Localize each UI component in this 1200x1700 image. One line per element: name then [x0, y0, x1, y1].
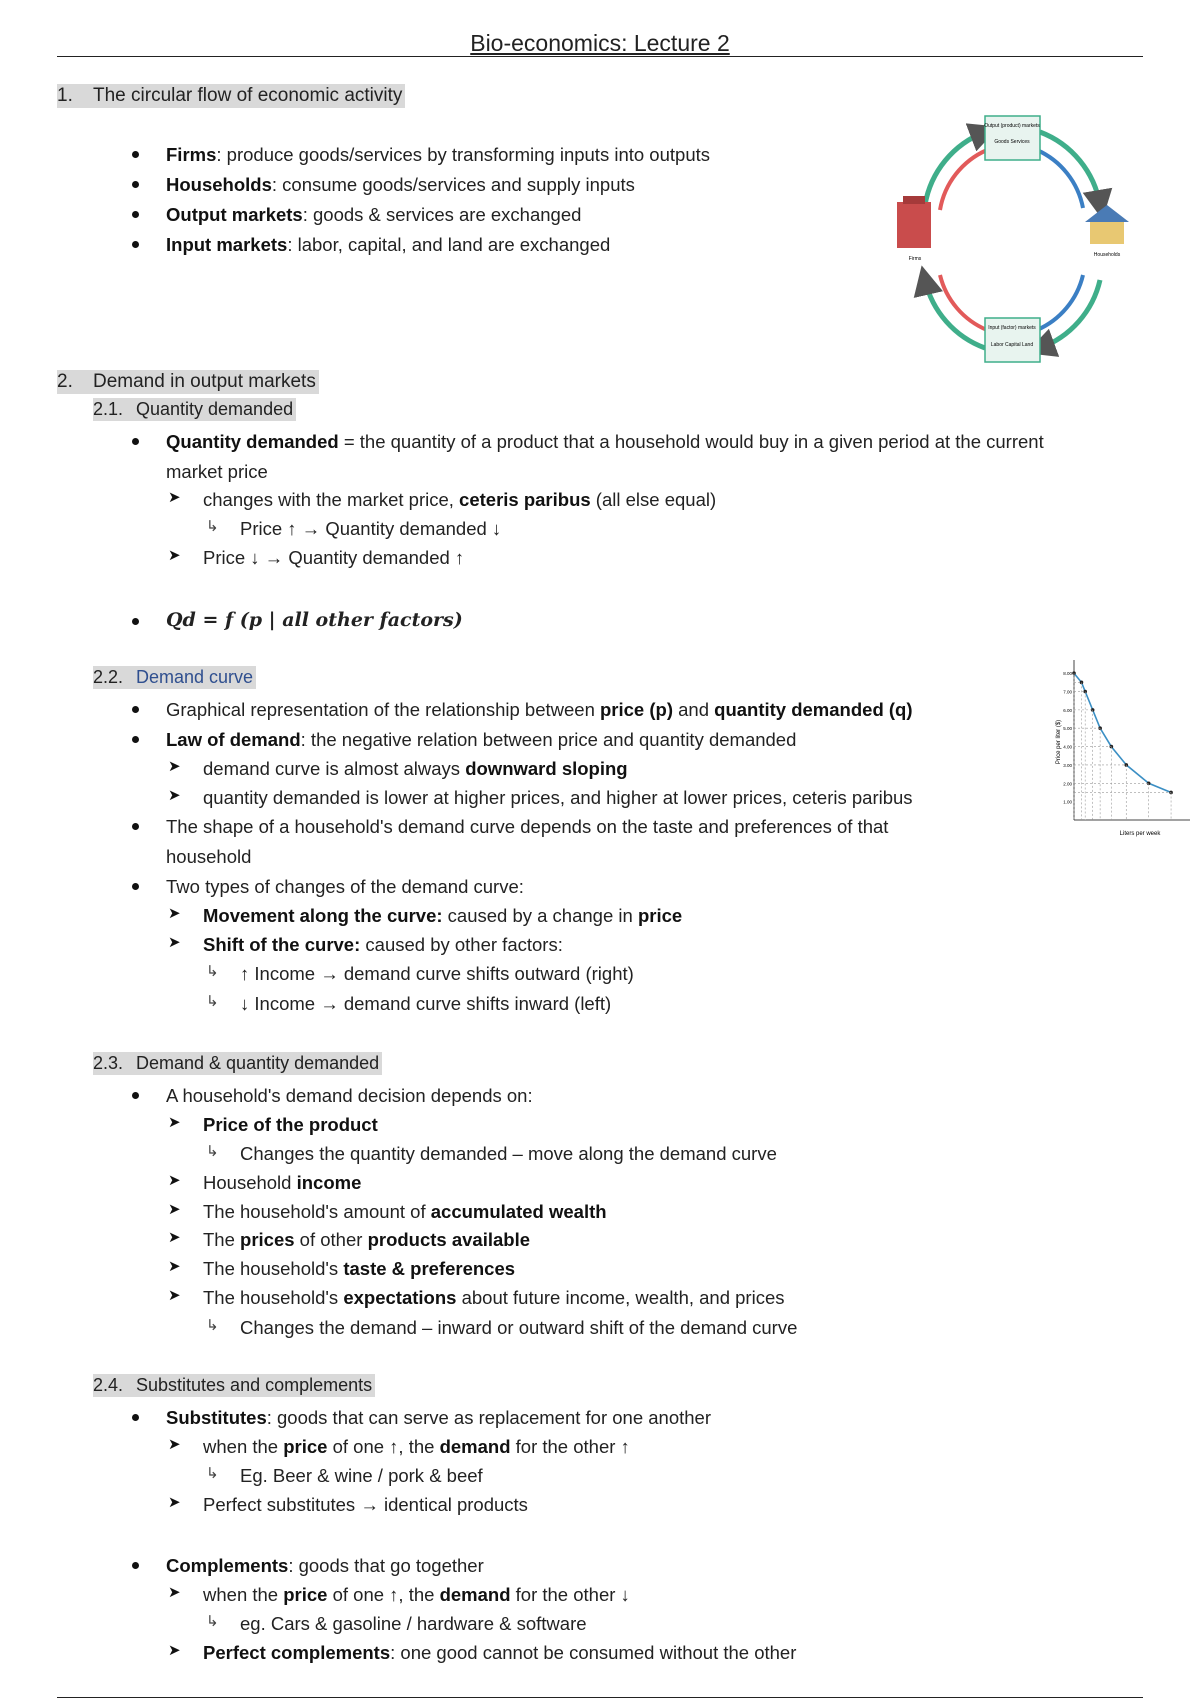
section-2-heading: 2. Demand in output markets [57, 370, 319, 394]
bullet [132, 618, 139, 625]
list-item: Law of demand: the negative relation between price and quantity demanded [166, 729, 797, 750]
arrow-bullet-icon: ➤ [168, 1258, 181, 1275]
sub-item: The household's expectations about future income, wealth, and prices [203, 1287, 785, 1308]
arrow-bullet-icon: ➤ [168, 547, 181, 564]
section-1-heading: 1. The circular flow of economic activity [57, 84, 405, 108]
definition-continuation: market price [166, 461, 268, 482]
sub-item: Perfect substitutes → identical products [203, 1494, 528, 1515]
households-label: Households [1093, 252, 1121, 258]
definition-quantity-demanded: Quantity demanded = the quantity of a product that a household would buy in a given period at the current [166, 431, 1044, 452]
footer-rule [57, 1697, 1143, 1698]
list-item-complements: Complements: goods that go together [166, 1555, 484, 1576]
hook-arrow-icon: ↳ [206, 993, 219, 1010]
sub-sub-item: ↓ Income → demand curve shifts inward (left) [240, 993, 612, 1014]
bullet [132, 438, 139, 445]
household-house-icon [1090, 222, 1124, 244]
y-tick-label: 1.00 [1063, 799, 1072, 805]
sub-item: when the price of one ↑, the demand for the other ↓ [203, 1584, 630, 1605]
section-2-3-heading: 2.3. Demand & quantity demanded [93, 1052, 382, 1075]
sub-sub-item: ↑ Income → demand curve shifts outward (right) [240, 963, 634, 984]
bullet [132, 706, 139, 713]
y-axis-label: Price per liter ($) [1056, 719, 1062, 765]
sub-item: Household income [203, 1172, 362, 1193]
list-item-continuation: household [166, 846, 252, 867]
hook-arrow-icon: ↳ [206, 1465, 219, 1482]
y-tick-label: 2.00 [1063, 781, 1072, 787]
bullet [132, 181, 139, 188]
section-2-4-heading: 2.4. Substitutes and complements [93, 1374, 375, 1397]
input-items-label: Labor Capital Land [990, 342, 1034, 348]
sub-sub-item: Eg. Beer & wine / pork & beef [240, 1465, 483, 1486]
sub-item: changes with the market price, ceteris paribus (all else equal) [203, 489, 717, 510]
flow-arrow [1040, 132, 1100, 205]
input-markets-label: Input (factor) markets [988, 325, 1036, 331]
hook-arrow-icon: ↳ [206, 1613, 219, 1630]
y-tick-label: 6.00 [1063, 707, 1072, 713]
y-tick-label: 5.00 [1063, 726, 1072, 732]
demand-curve-line [1074, 673, 1171, 792]
bullet [132, 151, 139, 158]
arrow-bullet-icon: ➤ [168, 787, 181, 804]
firms-building-icon [903, 196, 925, 204]
circular-flow-diagram [885, 110, 1135, 365]
arrow-bullet-icon: ➤ [168, 1494, 181, 1511]
flow-arrow [925, 280, 985, 348]
list-item-output-markets: Output markets: goods & services are exchanged [166, 204, 582, 225]
list-item-households: Households: consume goods/services and supply inputs [166, 174, 635, 195]
firms-building-icon [897, 202, 931, 248]
output-items-label: Goods Services [994, 139, 1030, 145]
sub-sub-item: Changes the demand – inward or outward shift of the demand curve [240, 1317, 798, 1338]
sub-item: quantity demanded is lower at higher prices, and higher at lower prices, ceteris paribus [203, 787, 913, 808]
arrow-bullet-icon: ➤ [168, 1114, 181, 1131]
sub-item: The household's taste & preferences [203, 1258, 516, 1279]
arrow-bullet-icon: ➤ [168, 1172, 181, 1189]
sub-item: Shift of the curve: caused by other factors: [203, 934, 563, 955]
bullet [132, 1414, 139, 1421]
demand-curve-chart [1050, 652, 1195, 844]
y-tick-label: 7.00 [1063, 689, 1072, 695]
list-item-substitutes: Substitutes: goods that can serve as replacement for one another [166, 1407, 712, 1428]
sub-item: demand curve is almost always downward sloping [203, 758, 628, 779]
bullet [132, 241, 139, 248]
bullet [132, 823, 139, 830]
hook-arrow-icon: ↳ [206, 1317, 219, 1334]
list-item: Two types of changes of the demand curve: [166, 876, 524, 897]
arrow-bullet-icon: ➤ [168, 1201, 181, 1218]
sub-item: The prices of other products available [203, 1229, 531, 1250]
sub-sub-item: Price ↑ → Quantity demanded ↓ [240, 518, 502, 539]
list-item: The shape of a household's demand curve depends on the taste and preferences of that [166, 816, 889, 837]
arrow-bullet-icon: ➤ [168, 1287, 181, 1304]
sub-sub-item: Changes the quantity demanded – move along the demand curve [240, 1143, 777, 1164]
sub-item: Price of the product [203, 1114, 378, 1135]
bullet [132, 1562, 139, 1569]
output-markets-label: Output (product) markets [984, 123, 1040, 129]
sub-sub-item: eg. Cars & gasoline / hardware & software [240, 1613, 587, 1634]
sub-item: Perfect complements: one good cannot be consumed without the other [203, 1642, 797, 1663]
list-item-firms: Firms: produce goods/services by transforming inputs into outputs [166, 144, 710, 165]
firms-label: Firms [908, 256, 922, 262]
list-item: A household's demand decision depends on: [166, 1085, 533, 1106]
title-rule [57, 56, 1143, 57]
section-2-1-heading: 2.1. Quantity demanded [93, 398, 296, 421]
hook-arrow-icon: ↳ [206, 1143, 219, 1160]
x-axis-label: Liters per week [1119, 831, 1161, 837]
arrow-bullet-icon: ➤ [168, 905, 181, 922]
sub-item: Movement along the curve: caused by a change in price [203, 905, 683, 926]
sub-item: The household's amount of accumulated wealth [203, 1201, 607, 1222]
arrow-bullet-icon: ➤ [168, 758, 181, 775]
demand-formula: Qd = f (p | all other factors) [166, 609, 463, 631]
arrow-bullet-icon: ➤ [168, 489, 181, 506]
bullet [132, 736, 139, 743]
arrow-bullet-icon: ➤ [168, 1436, 181, 1453]
bullet [132, 883, 139, 890]
arrow-bullet-icon: ➤ [168, 934, 181, 951]
flow-arrow [1040, 280, 1100, 348]
bullet [132, 1092, 139, 1099]
sub-item: when the price of one ↑, the demand for the other ↑ [203, 1436, 630, 1457]
flow-arrow [925, 132, 985, 205]
arrow-bullet-icon: ➤ [168, 1229, 181, 1246]
y-tick-label: 4.00 [1063, 744, 1072, 750]
sub-item: Price ↓ → Quantity demanded ↑ [203, 547, 465, 568]
section-2-2-heading: 2.2. Demand curve [93, 666, 256, 689]
arrow-bullet-icon: ➤ [168, 1642, 181, 1659]
y-tick-label: 3.00 [1063, 762, 1072, 768]
hook-arrow-icon: ↳ [206, 963, 219, 980]
list-item-input-markets: Input markets: labor, capital, and land are exchanged [166, 234, 611, 255]
household-house-icon [1085, 205, 1129, 222]
page-title: Bio-economics: Lecture 2 [470, 30, 730, 56]
list-item: Graphical representation of the relationship between price (p) and quantity demanded (q) [166, 699, 913, 720]
y-tick-label: 8.00 [1063, 671, 1072, 677]
bullet [132, 211, 139, 218]
arrow-bullet-icon: ➤ [168, 1584, 181, 1601]
hook-arrow-icon: ↳ [206, 518, 219, 535]
